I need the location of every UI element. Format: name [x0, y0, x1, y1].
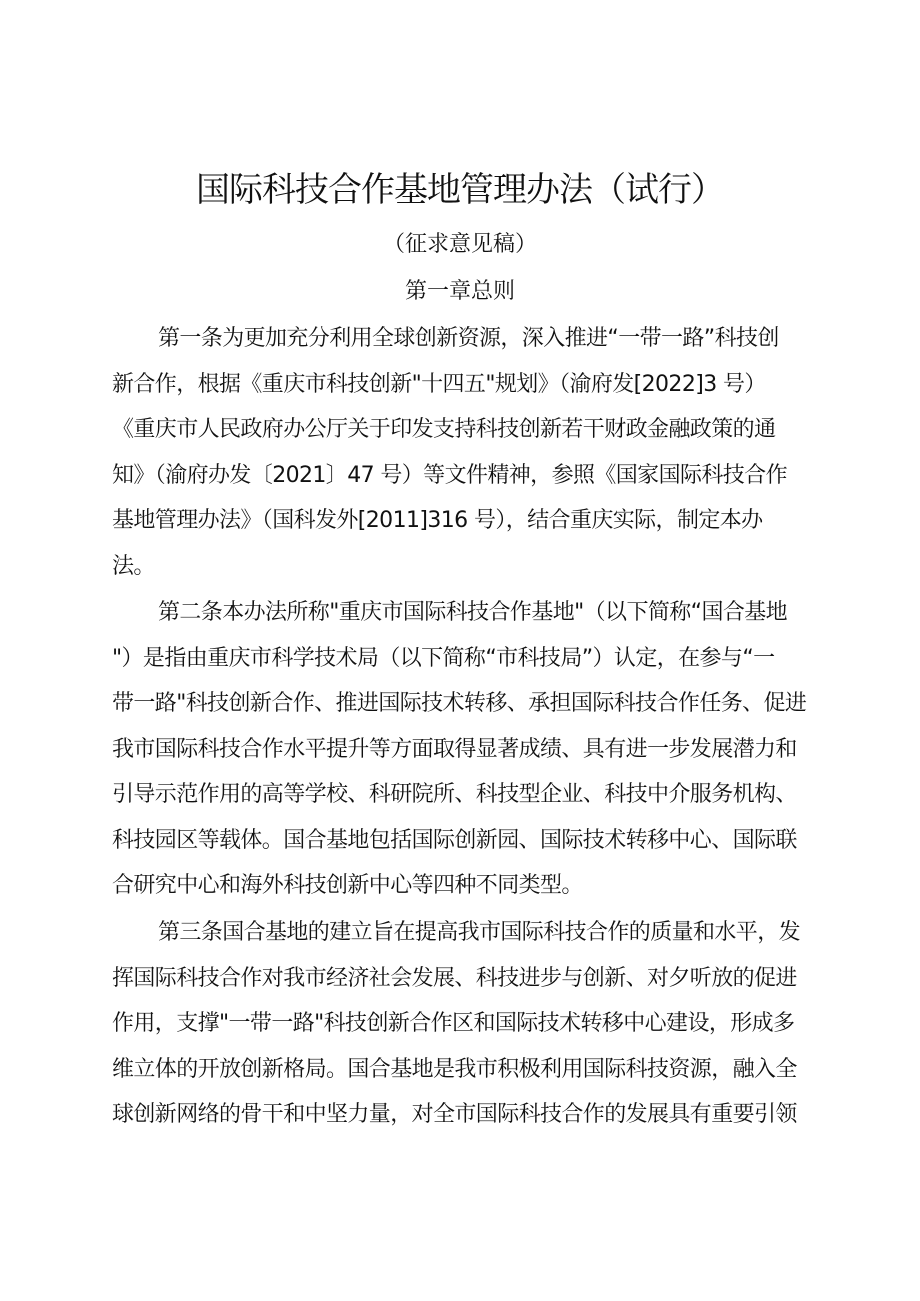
chapter-heading: 第一章总则 — [404, 279, 515, 304]
article-3-paragraph — [112, 910, 812, 1138]
paragraph-line: 带一路"科技创新合作、推进国际技术转移、承担国际科技合作任务、促进 — [112, 691, 807, 716]
article-1-paragraph — [112, 316, 812, 589]
paragraph-line: 新合作，根据《重庆市科技创新"十四五"规划》（渝府发[2022]3 号） — [112, 371, 766, 397]
paragraph-line: 维立体的开放创新格局。国合基地是我市积极利用国际科技资源，融入全 — [112, 1056, 797, 1082]
article-2-paragraph — [112, 590, 812, 909]
document-subtitle: （征求意见稿） — [382, 232, 537, 257]
paragraph-line: 第三条国合基地的建立旨在提高我市国际科技合作的质量和水平，发 — [158, 920, 801, 945]
paragraph-line: 法。 — [112, 553, 155, 579]
paragraph-line: 第二条本办法所称"重庆市国际科技合作基地"（以下简称“国合基地 — [158, 600, 788, 625]
paragraph-line: 作用，支撑"一带一路"科技创新合作区和国际技术转移中心建设，形成多 — [112, 1011, 795, 1036]
paragraph-line: 科技园区等载体。国合基地包括国际创新园、国际技术转移中心、国际联 — [112, 827, 797, 853]
paragraph-line: 第一条为更加充分利用全球创新资源，深入推进“一带一路”科技创 — [158, 326, 779, 351]
paragraph-line: 知》（渝府办发〔2021〕47 号）等文件精神，参照《国家国际科技合作 — [112, 462, 787, 488]
paragraph-line: 《重庆市人民政府办公厅关于印发支持科技创新若干财政金融政策的通 — [112, 417, 776, 442]
document-title: 国际科技合作基地管理办法（试行） — [196, 170, 724, 210]
paragraph-line: 合研究中心和海外科技创新中心等四种不同类型。 — [112, 873, 583, 898]
paragraph-line: 引导示范作用的高等学校、科研院所、科技型企业、科技中介服务机构、 — [112, 782, 797, 807]
paragraph-line: "）是指由重庆市科学技术局（以下简称“市科技局”）认定，在参与“一 — [112, 645, 775, 671]
paragraph-line: 挥国际科技合作对我市经济社会发展、科技进步与创新、对夕听放的促进 — [112, 965, 797, 991]
paragraph-line: 我市国际科技合作水平提升等方面取得显著成绩、具有进一步发展潜力和 — [112, 736, 797, 762]
paragraph-line: 基地管理办法》（国科发外[2011]316 号），结合重庆实际，制定本办 — [112, 508, 763, 533]
paragraph-line: 球创新网络的骨干和中坚力量，对全市国际科技合作的发展具有重要引领 — [112, 1102, 797, 1127]
